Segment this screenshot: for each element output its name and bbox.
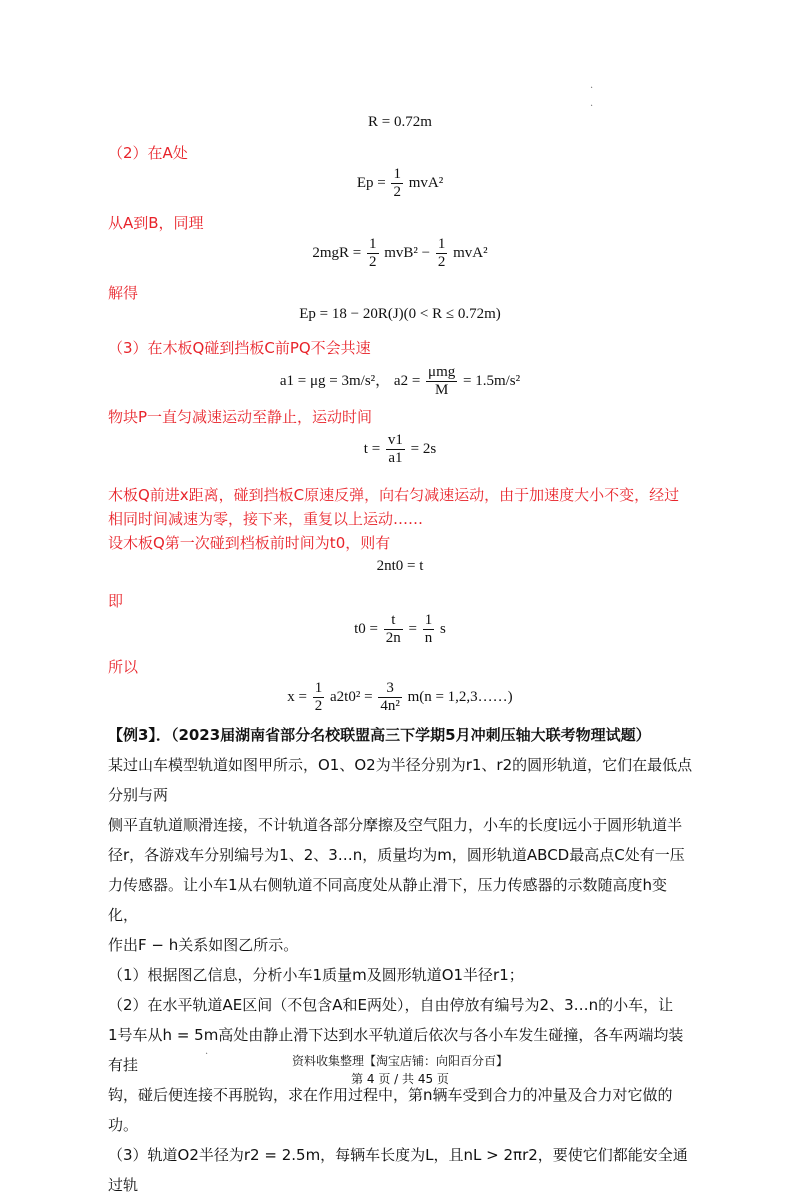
decor-dot: . xyxy=(590,98,594,109)
footer-page-number: 第 4 页 / 共 45 页 xyxy=(351,1072,449,1086)
solve-label: 解得 xyxy=(108,284,139,302)
equation-text: = 1.5m/s² xyxy=(463,373,521,390)
fraction-half: $\frac{1}{2}$ xyxy=(369,236,377,271)
equation-text: = 2s xyxy=(410,441,437,458)
denominator: 4n² xyxy=(380,698,400,715)
example-line: （2）在水平轨道AE区间（不包含A和E两处），自由停放有编号为2、3…n的小车，让 xyxy=(108,996,674,1014)
equation-text: a2 = xyxy=(393,373,421,390)
equation-x xyxy=(0,680,800,716)
equation-text: t = xyxy=(363,441,381,458)
equation-text: a2t0² = xyxy=(330,689,373,706)
example-tag: 【例3】． xyxy=(108,726,171,744)
numerator: v1 xyxy=(386,432,405,450)
decor-dot: . xyxy=(205,1046,209,1057)
numerator: t xyxy=(384,612,403,630)
fraction-t0-2 xyxy=(423,612,435,648)
fraction-half: $\frac{1}{2}$ xyxy=(314,680,323,715)
decor-dot: . xyxy=(590,80,594,91)
equation-text: t0 = xyxy=(354,621,379,638)
equation-text: Ep = 18 − 20R(J)(0 < R ≤ 0.72m) xyxy=(299,306,501,322)
example-line: 作出F − h关系如图乙所示。 xyxy=(108,936,299,954)
part2-label: （2）在A处 xyxy=(108,144,188,162)
equation-text: m(n = 1,2,3……) xyxy=(407,689,513,706)
example-line: 1号车从h = 5m高处由静止滑下达到水平轨道后依次与各小车发生碰撞，各车两端均装有挂 xyxy=(108,1026,684,1074)
example-source: （2023届湖南省部分名校联盟高三下学期5月冲刺压轴大联考物理试题） xyxy=(170,726,651,744)
fraction-a2 xyxy=(426,364,457,400)
suoyi-label: 所以 xyxy=(108,658,139,676)
block-p-line: 物块P一直匀减速运动至静止，运动时间 xyxy=(108,408,373,426)
example-line: 侧平直轨道顺滑连接，不计轨道各部分摩擦及空气阻力，小车的长度l远小于圆形轨道半 xyxy=(108,816,683,834)
assume-line: 设木板Q第一次碰到档板前时间为t0，则有 xyxy=(108,534,391,552)
denominator: n xyxy=(424,630,433,647)
example-line: （3）轨道O2半径为r2 = 2.5m，每辆车长度为L，且nL > 2πr2，要使它们都能安全通过轨 xyxy=(108,1146,688,1194)
board-line-2: 相同时间减速为零，接下来，重复以上运动…… xyxy=(108,510,424,528)
equation-t0: t0 = $\frac{t}{2n}$ = $\frac{1}{n}$ s xyxy=(354,612,446,647)
board-line-1: 木板Q前进x距离，碰到挡板C原速反弹，向右匀减速运动，由于加速度大小不变，经过 xyxy=(108,486,680,504)
example-line: 径r，各游戏车分别编号为1、2、3…n，质量均为m，圆形轨道ABCD最高点C处有一压 xyxy=(108,846,685,864)
example-line xyxy=(108,720,693,750)
ji-label: 即 xyxy=(108,592,124,610)
equation-text: 2nt0 = t xyxy=(376,558,424,574)
fraction-t0 xyxy=(384,612,403,648)
equation-text: x = xyxy=(287,689,308,706)
example-3-block xyxy=(108,720,693,1200)
equation-text: s xyxy=(440,621,446,638)
equation-ep-result xyxy=(0,306,800,323)
denominator: M xyxy=(434,382,449,399)
equation-text: R = 0.72m xyxy=(368,114,432,130)
equation-2nt0 xyxy=(0,558,800,575)
from-a-to-b: 从A到B，同理 xyxy=(108,214,204,232)
example-line: 力传感器。让小车1从右侧轨道不同高度处从静止滑下，压力传感器的示数随高度h变化， xyxy=(108,876,668,924)
equation-text: a1 = μg = 3m/s²， xyxy=(279,373,391,390)
equation-accel xyxy=(0,364,800,400)
fraction-half: $\frac{1}{2}$ xyxy=(437,236,446,271)
numerator: μmg xyxy=(426,364,457,382)
equation-text: mvA² xyxy=(453,245,488,262)
denominator: 2n xyxy=(385,630,401,647)
example-line: （1）根据图乙信息，分析小车1质量m及圆形轨道O1半径r1； xyxy=(108,966,524,984)
numerator: 1 xyxy=(423,612,435,630)
footer-source: 资料收集整理【淘宝店铺：向阳百分百】 xyxy=(291,1054,508,1068)
equation-energy xyxy=(0,236,800,272)
part3-label: （3）在木板Q碰到挡板C前PQ不会共速 xyxy=(108,339,371,357)
fraction-half: $\frac{1}{2}$ xyxy=(393,166,401,201)
equation-text: mvB² − xyxy=(384,245,431,262)
equation-r xyxy=(0,114,800,131)
equation-t xyxy=(0,432,800,468)
example-line: 某过山车模型轨道如图甲所示，O1、O2为半径分别为r1、r2的圆形轨道，它们在最低点分别与两 xyxy=(108,756,693,804)
denominator: a1 xyxy=(388,450,403,467)
equation-text: 2mgR = xyxy=(312,245,362,262)
fraction-x xyxy=(378,680,402,716)
numerator: 3 xyxy=(378,680,402,698)
equation-ep xyxy=(0,166,800,202)
equation-text: Ep = xyxy=(356,175,386,192)
example-line: 钩，碰后便连接不再脱钩，求在作用过程中，第n辆车受到合力的冲量及合力对它做的功。 xyxy=(108,1086,673,1134)
equation-text: mvA² xyxy=(408,175,444,192)
fraction-t xyxy=(386,432,405,468)
